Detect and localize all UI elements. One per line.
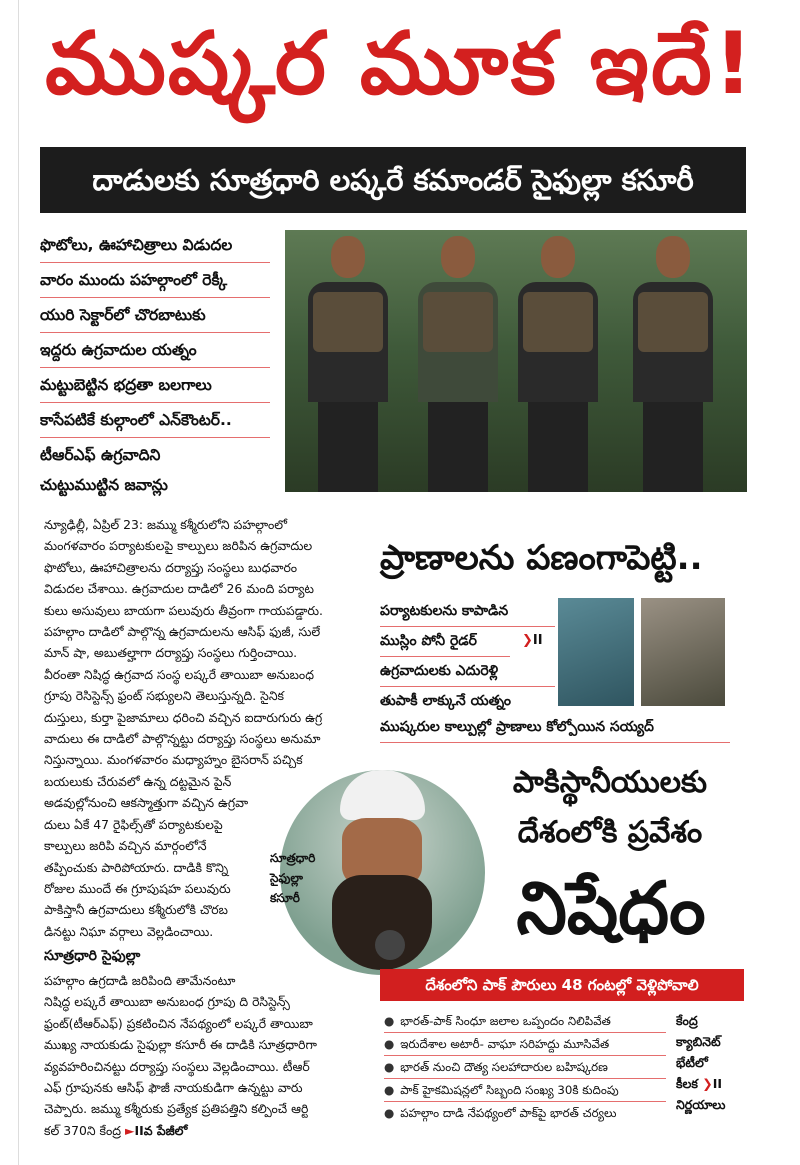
- pak-headline-line1: పాకిస్థానీయులకు: [512, 765, 708, 800]
- pak-headline-line2: దేశంలోకి ప్రవేశం: [517, 815, 703, 850]
- body-line: ముఖ్య నాయకుడు సైఫుల్లా కసూరీ ఈ దాడికి సూత్రధారిగా: [44, 1037, 317, 1053]
- body-line: మాన్ షా, అబుతల్హాగా దర్యాప్తు సంస్థలు గుర్తించాయి.: [44, 645, 298, 661]
- section2-body: [44, 970, 366, 1141]
- pony-line: తుపాకీ లాక్కునే యత్నం: [380, 693, 511, 709]
- body-line: అడవుల్లోనుంచి ఆకస్మాత్తుగా వచ్చిన ఉగ్రవా: [44, 795, 249, 811]
- body-line: వాదులు ఈ దాడిలో పాల్గొన్నట్టు దర్యాప్తు సంస్థలు అనుమా: [44, 731, 321, 747]
- syed-caption: ముష్కరుల కాల్పుల్లో ప్రాణాలు కోల్పోయిన సయ్యద్: [380, 712, 730, 743]
- body-line: దుస్తులు, కుర్తా పైజామాలు ధరించి వచ్చిన ఐదారుగురు ఉగ్ర: [44, 709, 323, 725]
- arrow-icon: ❯: [522, 633, 533, 648]
- body-line: మంగళవారం పర్యాటకులపై కాల్పులు జరిపిన ఉగ్రవాదుల: [44, 538, 313, 554]
- portrait-caption: సూత్రధారి సైఫుల్లా కసూరీ: [270, 851, 316, 905]
- bullet-line: కాసేపటికే కుల్గాంలో ఎన్‌కౌంటర్..: [40, 403, 270, 438]
- continued-arrow-icon: ►: [124, 1122, 135, 1138]
- body-line: చెప్పారు. జమ్ము కశ్మీరుకు ప్రత్యేక ప్రతిపత్తిని కల్పించే ఆర్టి: [44, 1101, 309, 1117]
- body-line: [44, 1120, 366, 1141]
- headline: ముష్కర మూక ఇదే!: [45, 14, 755, 114]
- person-figure: [410, 236, 505, 492]
- bullet-line: వారం ముందు పహల్గాంలో రెక్కీ: [40, 263, 270, 298]
- point-item: ● భారత్ నుంచి దౌత్య సలహాదారుల బహిష్కరణ: [384, 1056, 666, 1079]
- pony-rider-photo: [558, 598, 634, 706]
- bullet-line: యురి సెక్టార్‌లో చొరబాటుకు: [40, 298, 270, 333]
- article-body-narrow: [44, 771, 276, 942]
- body-line-end: కల్ 370ని కేంద్ర: [44, 1122, 121, 1138]
- body-line: గ్రూపు రెసిస్టెన్స్ ఫ్రంట్ సభ్యులని తెలుస్తున్నది. సైనిక: [44, 688, 285, 704]
- bullet-line: టీఆర్‌ఎఫ్ ఉగ్రవాదిని: [40, 446, 161, 464]
- body-line: పహల్గాం ఉగ్రదాడి జరిపింది తామేనంటూ: [44, 973, 236, 988]
- body-line: న్యూఢిల్లీ, ఏప్రిల్ 23: జమ్ము కశ్మీరులోని పహల్గాంలో: [44, 517, 287, 532]
- arrow-icon: ❯: [702, 1076, 713, 1091]
- continued-marker: ❯II: [522, 633, 543, 648]
- body-line: పాకిస్తానీ ఉగ్రవాదులు కశ్మీరులోకి చొరబ: [44, 902, 228, 918]
- body-line: వీరంతా నిషిద్ధ ఉగ్రవాద సంస్థ లష్కరే తాయిబా అనుబంధ: [44, 666, 314, 682]
- mourners-photo: [641, 598, 725, 706]
- pony-rider-title: ప్రాణాలను పణంగాపెట్టి..: [380, 538, 703, 578]
- body-line: డినట్టు నిఘా వర్గాలు వెల్లడించాయి.: [44, 923, 214, 939]
- bullet-line: చుట్టుముట్టిన జవాన్లు: [40, 476, 168, 494]
- body-line: వ్యవహరించినట్టు దర్యాప్తు సంస్థలు వెల్లడించాయి. టీఆర్: [44, 1058, 310, 1074]
- red-banner: దేశంలోని పాక్ పౌరులు 48 గంటల్లో వెళ్లిపోవాలి: [380, 969, 744, 1001]
- pony-line: ముస్లిం పోనీ రైడర్: [380, 626, 510, 657]
- page-edge-line: [18, 0, 19, 1165]
- terrorists-group-photo: [285, 230, 747, 492]
- bullet-line: మట్టుబెట్టిన భద్రతా బలగాలు: [40, 368, 270, 403]
- body-line: రోజుల ముందే ఈ గ్రూపుషహ పలువురు: [44, 881, 231, 897]
- person-figure: [300, 236, 395, 492]
- section-heading: సూత్రధారి సైఫుల్లా: [44, 948, 141, 964]
- microphone-icon: [375, 930, 405, 960]
- subheadline-bar: దాడులకు సూత్రధారి లష్కరే కమాండర్ సైఫుల్లా కసూరీ: [40, 147, 746, 213]
- body-line: ఫొటోలు, ఊహాచిత్రాలను దర్యాప్తు సంస్థలు బుధవారం: [44, 559, 298, 575]
- body-line: కులు అసువులు బాయగా పలువురు తీవ్రంగా గాయపడ్డారు.: [44, 602, 323, 618]
- body-line: విడుదల చేశాయి. ఉగ్రవాదుల దాడిలో 26 మంది పర్యాట: [44, 581, 314, 597]
- pony-line: పర్యాటకులను కాపాడిన: [380, 596, 555, 627]
- body-line: పహల్గాం దాడిలో పాల్గొన్న ఉగ్రవాదులను ఆసిఫ్ ఫుజీ, సులే: [44, 624, 321, 640]
- point-item: ● భారత్-పాక్ సింధూ జలాల ఒప్పందం నిలిపివేత: [384, 1010, 666, 1033]
- person-figure: [510, 236, 605, 492]
- point-item: ● ఇరుదేశాల అటారీ- వాఘా సరిహద్దు మూసివేత: [384, 1033, 666, 1056]
- bullet-line: ఇద్దరు ఉగ్రవాదుల యత్నం: [40, 333, 270, 368]
- person-figure: [625, 236, 720, 492]
- bullet-line: ఫొటోలు, ఊహాచిత్రాలు విడుదల: [40, 228, 270, 263]
- cabinet-box: కేంద్ర క్యాబినెట్ భేటీలో కీలక ❯II నిర్ణయాలు: [676, 1013, 726, 1112]
- body-line: కాల్పులు జరిపి వచ్చిన మార్గంలోనే: [44, 838, 207, 854]
- continued-page-link[interactable]: IIవ పేజీలో: [134, 1122, 188, 1138]
- point-item: ● పహల్గాం దాడి నేపథ్యంలో పాక్‌పై భారత్ చర్యలు: [384, 1106, 617, 1120]
- point-item: ● పాక్ హైకమిషన్లలో సిబ్బంది సంఖ్య 30కి కుదింపు: [384, 1079, 666, 1102]
- ban-headline: నిషేధం: [516, 866, 706, 950]
- body-line: ఎఫ్ గ్రూపునకు ఆసిఫ్ ఫౌజీ నాయకుడిగా ఉన్నట్టు వారు: [44, 1080, 303, 1096]
- body-line: దులు ఏకే 47 రైఫిల్స్‌తో పర్యాటకులపై: [44, 816, 223, 832]
- pony-line: ఉగ్రవాదులకు ఎదురెళ్లి: [380, 656, 555, 687]
- body-line: నిషిద్ధ లష్కరే తాయిబా అనుబంధ గ్రూపు ది రెసిస్టెన్స్: [44, 994, 290, 1010]
- article-body: [44, 514, 366, 771]
- body-line: నిస్తున్నాయి. మంగళవారం మధ్యాహ్నం బైసరాన్ పచ్చిక: [44, 752, 303, 768]
- body-line: ఫ్రంట్(టీఆర్‌ఎఫ్) ప్రకటించిన నేపథ్యంలో లష్కరే తాయిబా: [44, 1015, 313, 1031]
- body-line: బయలుకు చేరువలో ఉన్న దట్టమైన పైన్: [44, 774, 232, 789]
- body-line: తప్పించుకు పారిపోయారు. దాడికి కొన్ని: [44, 859, 229, 875]
